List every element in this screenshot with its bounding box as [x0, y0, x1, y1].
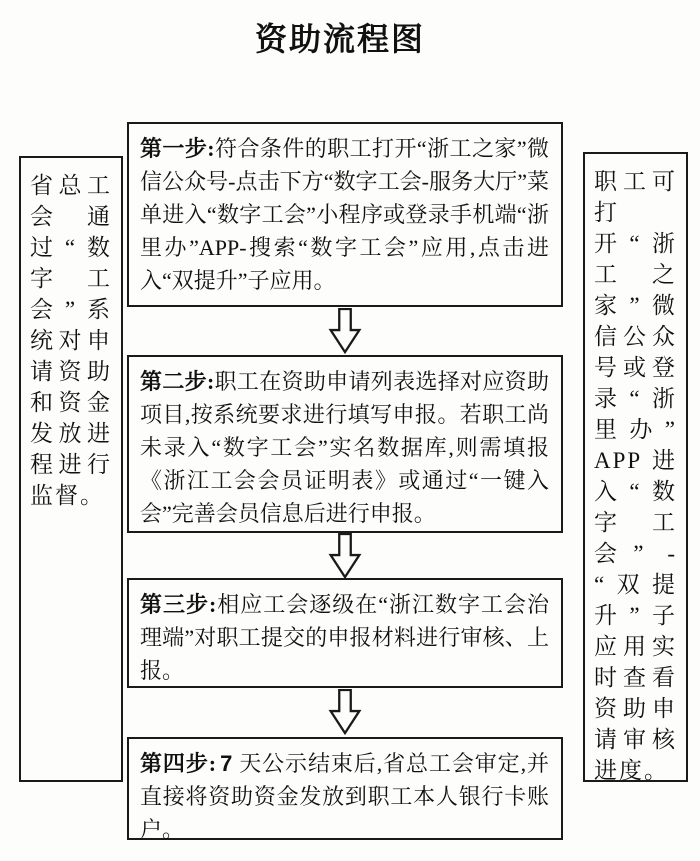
step-1-box [127, 122, 563, 307]
step-2-label: 第二步: [140, 369, 215, 394]
step-3-label: 第三步: [140, 592, 217, 617]
down-arrow-icon [327, 689, 363, 735]
down-arrow-icon [327, 533, 363, 579]
step-4-box [127, 737, 563, 840]
step-1-label: 第一步: [140, 136, 215, 161]
step-4-label: 第四步: [140, 751, 217, 776]
left-note-text: 省总工会通过“数字工会”系统对申请资助和资金发放进程进行监督。 [30, 173, 112, 508]
down-arrow-icon [327, 308, 363, 354]
right-note-box [583, 152, 688, 782]
step-4-days-number: 7 [220, 751, 233, 776]
step-2-box [127, 355, 563, 533]
step-1-body: 符合条件的职工打开“浙工之家”微信公众号-点击下方“数字工会-服务大厅”菜单进入“数字工会”小程序或登录手机端“浙里办”APP-搜索“数字工会”应用,点击进入“双提升”子应用。 [140, 136, 550, 293]
page-title: 资助流程图 [254, 21, 425, 57]
step-3-box [127, 578, 563, 688]
step-4-body: 天公示结束后,省总工会审定,并直接将资助资金发放到职工本人银行卡账户。 [140, 751, 549, 842]
right-note-text: 职工可打开“浙工之家”微信公众号或登录“浙里办” APP 进入“数字工会” - “双提升”子应用实时查看资助申请审核进度。 [594, 169, 677, 783]
left-note-box [19, 156, 123, 782]
step-2-body: 职工在资助申请列表选择对应资助项目,按系统要求进行填写申报。若职工尚未录入“数字工会”实名数据库,则需填报《浙江工会会员证明表》或通过“一键入会”完善会员信息后进行申报。 [140, 369, 549, 526]
step-3-body: 相应工会逐级在“浙江数字工会治理端”对职工提交的申报材料进行审核、上报。 [140, 592, 549, 683]
